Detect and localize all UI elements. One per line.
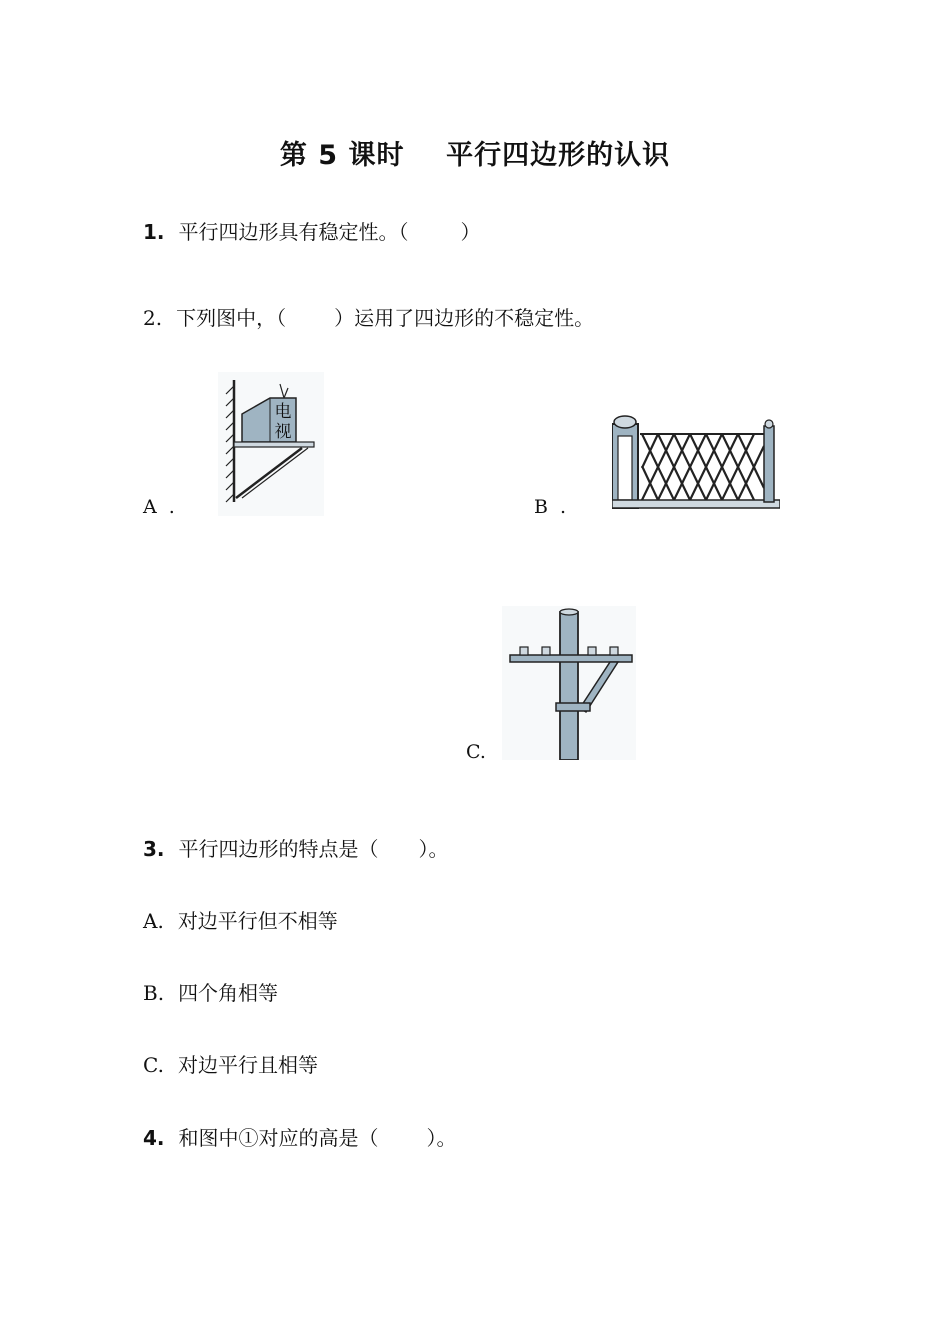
choice-b[interactable] <box>143 977 278 1006</box>
utility-pole-figure[interactable] <box>502 606 636 760</box>
question-number: 1. <box>143 220 165 244</box>
shelf-icon <box>234 442 314 447</box>
question-text: 平行四边形具有稳定性。（ <box>178 220 409 244</box>
pole-icon <box>560 612 578 760</box>
question-text-end: ）。 <box>418 837 449 861</box>
tv-label-top: 电 <box>274 402 292 422</box>
choice-a[interactable] <box>143 905 338 934</box>
choice-letter: A. <box>143 909 164 933</box>
question-number: 4. <box>143 1126 165 1150</box>
question-4 <box>143 1122 457 1151</box>
gate-end-post-icon <box>764 426 774 502</box>
question-text: 下列图中，（ <box>176 306 287 330</box>
lattice-icon <box>642 434 764 500</box>
option-c-label: C. <box>466 741 486 763</box>
choice-letter: C. <box>143 1053 164 1077</box>
crossarm-icon <box>510 655 632 662</box>
choice-text: 四个角相等 <box>178 981 279 1005</box>
question-text-end: ）运用了四边形的不稳定性。 <box>334 306 595 330</box>
choice-c[interactable] <box>143 1049 318 1078</box>
question-text-end: ） <box>460 220 481 244</box>
question-1 <box>143 216 481 245</box>
choice-text: 对边平行且相等 <box>177 1053 318 1077</box>
question-text: 和图中①对应的高是（ <box>178 1126 379 1150</box>
option-b-label: B . <box>534 496 567 518</box>
question-number: 2. <box>143 306 163 330</box>
question-text: 平行四边形的特点是（ <box>178 837 379 861</box>
choice-text: 对边平行但不相等 <box>177 909 338 933</box>
question-text-end: ）。 <box>426 1126 457 1150</box>
tv-shelf-figure[interactable] <box>218 372 324 516</box>
question-3 <box>143 833 449 862</box>
option-a-label: A . <box>143 496 175 518</box>
tv-label-bottom: 视 <box>274 422 292 442</box>
question-number: 3. <box>143 837 165 861</box>
page-title: 第 5 课时 平行四边形的认识 <box>279 140 671 171</box>
gate-track-icon <box>612 500 780 508</box>
question-2 <box>143 302 594 331</box>
retractable-gate-figure[interactable] <box>612 412 780 512</box>
clamp-icon <box>556 703 590 711</box>
choice-letter: B. <box>143 981 165 1005</box>
